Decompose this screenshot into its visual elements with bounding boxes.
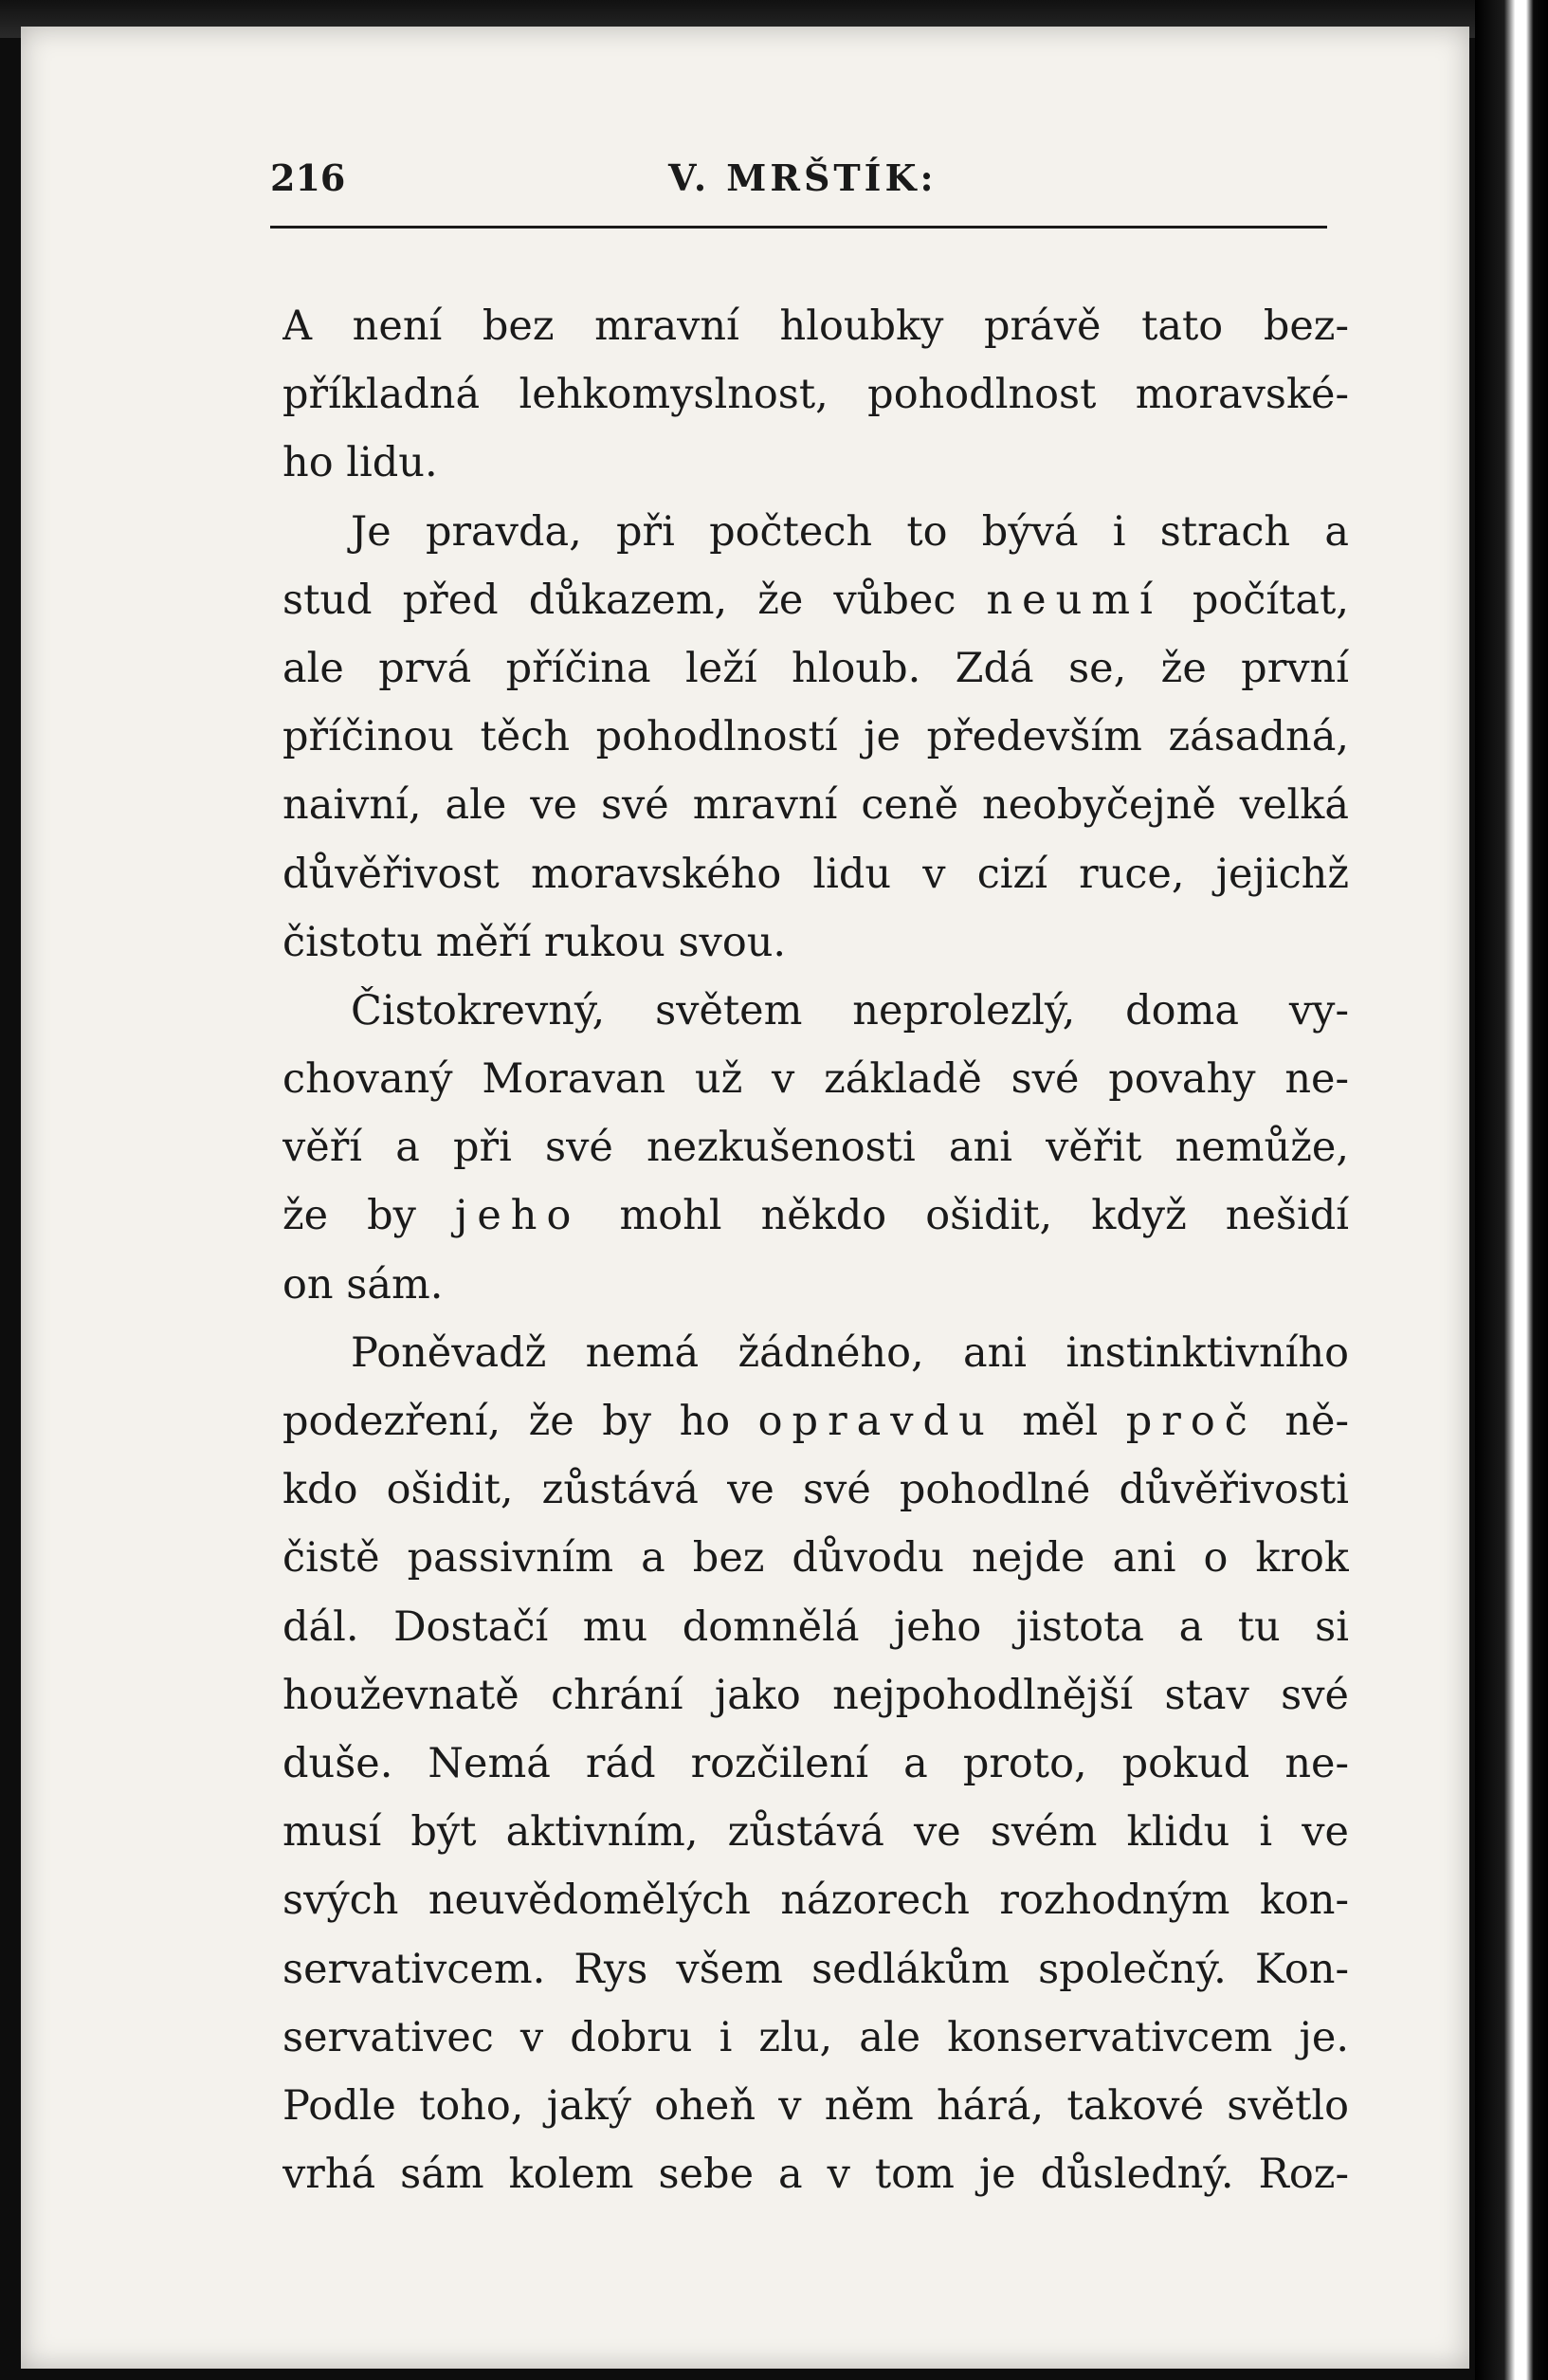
text-line (282, 1181, 1349, 1250)
page-header (270, 156, 1327, 213)
text-line: čistotu měří rukou svou. (282, 918, 787, 966)
text-line: Podle toho, jaký oheň v něm hárá, takové světlo (282, 2081, 1349, 2130)
text-line: Čistokrevný, světem neprolezlý, doma vy- (351, 986, 1349, 1034)
text-fragment: měl (1022, 1398, 1099, 1445)
text-line: čistě passivním a bez důvodu nejde ani o krok (282, 1534, 1349, 1583)
text-line: kdo ošidit, zůstává ve své pohodlné důvěřivosti (282, 1466, 1349, 1514)
text-line: věří a při své nezkušenosti ani věřit nemůže, (282, 1124, 1349, 1172)
text-line: Poněvadž nemá žádného, ani instinktivního (351, 1328, 1349, 1377)
text-line: příčinou těch pohodlností je především zásadná, (282, 713, 1349, 761)
page-number: 216 (270, 156, 346, 199)
text-line: důvěřivost moravského lidu v cizí ruce, jejichž (282, 850, 1349, 898)
text-fragment: stud před důkazem, že vůbec (282, 576, 956, 624)
running-head: V. MRŠTÍK: (668, 156, 938, 199)
text-line: ho lidu. (282, 439, 438, 487)
header-rule (270, 226, 1327, 229)
text-line: naivní, ale ve své mravní ceně neobyčejně velká (282, 781, 1349, 830)
text-line: Je pravda, při počtech to bývá i strach a (351, 507, 1349, 556)
text-line: dál. Dostačí mu domnělá jeho jistota a tu si (282, 1602, 1349, 1651)
text-fragment: že by (282, 1192, 416, 1240)
emphasis-spaced: neumí (986, 576, 1162, 624)
text-line: houževnatě chrání jako nejpohodlnější stav své (282, 1671, 1349, 1719)
text-line (282, 566, 1349, 634)
text-line: A není bez mravní hloubky právě tato bez- (282, 302, 1349, 350)
scan-border-right (1475, 0, 1548, 2380)
text-line: svých neuvědomělých názorech rozhodným kon- (282, 1877, 1349, 1925)
text-fragment: počítat, (1192, 576, 1349, 624)
text-line: servativec v dobru i zlu, ale konservativcem je. (282, 2013, 1349, 2061)
text-fragment: podezření, že by ho (282, 1398, 731, 1445)
text-line (282, 1387, 1349, 1455)
emphasis-spaced: proč (1125, 1398, 1257, 1445)
text-line: ale prvá příčina leží hloub. Zdá se, že první (282, 644, 1349, 692)
text-fragment: mohl někdo ošidit, když nešidí (619, 1192, 1349, 1240)
body-text (282, 292, 1349, 2208)
text-line: duše. Nemá rád rozčilení a proto, pokud ne- (282, 1739, 1349, 1787)
emphasis-spaced: jeho (455, 1192, 581, 1240)
text-line: musí být aktivním, zůstává ve svém klidu i ve (282, 1808, 1349, 1857)
text-line: vrhá sám kolem sebe a v tom je důsledný. Roz- (282, 2151, 1349, 2199)
text-line: příkladná lehkomyslnost, pohodlnost moravské- (282, 371, 1349, 419)
emphasis-spaced: opravdu (757, 1398, 994, 1445)
text-line: servativcem. Rys všem sedlákům společný. Kon- (282, 1945, 1349, 1993)
text-fragment: ně- (1284, 1398, 1349, 1445)
text-line: chovaný Moravan už v základě své povahy ne- (282, 1055, 1349, 1104)
text-line: on sám. (282, 1260, 444, 1309)
